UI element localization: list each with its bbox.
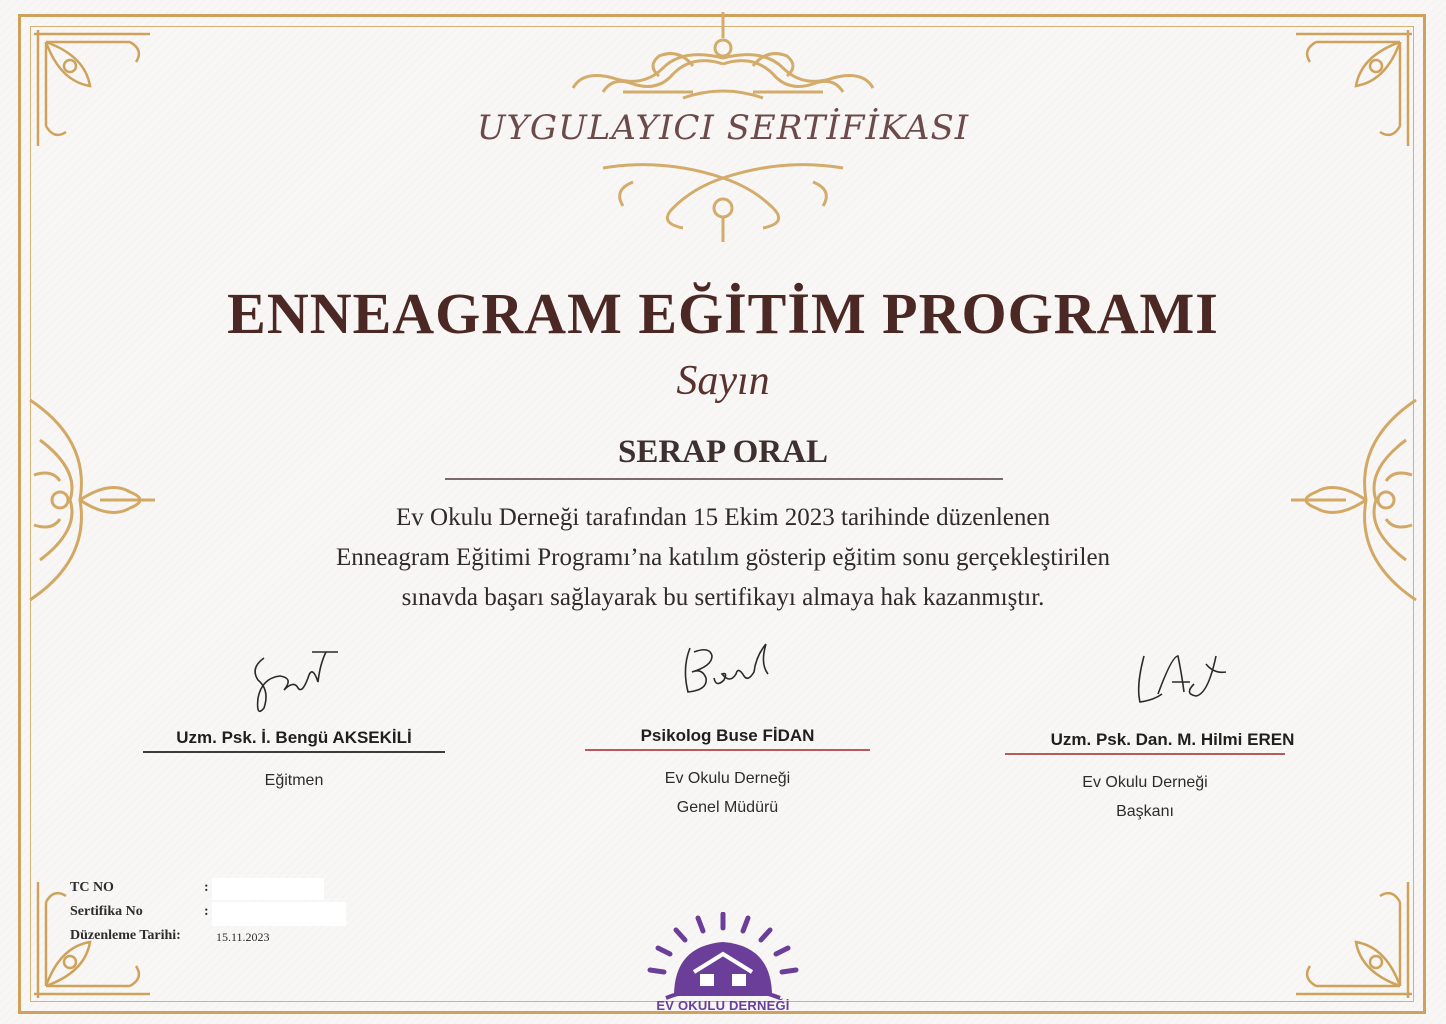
signature-line: [1005, 753, 1285, 755]
signatory-3: [1005, 730, 1340, 826]
subtitle-ornament-top: [563, 54, 883, 109]
redacted-tc-no: [212, 878, 324, 900]
program-title: ENNEAGRAM EĞİTİM PROGRAMI: [227, 281, 1219, 346]
logo-text: EV OKULU DERNEĞİ: [656, 998, 790, 1013]
signature-fidan: [670, 634, 790, 714]
signatory-1: [143, 728, 445, 795]
recipient-underline: [445, 478, 1003, 480]
signature-line: [585, 749, 870, 751]
signature-eren: [1128, 644, 1238, 714]
subtitle-ornament-bottom: [563, 158, 883, 248]
signatory-name: Psikolog Buse FİDAN: [640, 726, 815, 745]
signatory-name: Uzm. Psk. Dan. M. Hilmi EREN: [1050, 730, 1295, 749]
separator: :: [204, 904, 209, 919]
separator: :: [204, 880, 209, 895]
signature-line: [143, 751, 445, 753]
body-line: Ev Okulu Derneği tarafından 15 Ekim 2023 tarihinde düzenlenen: [396, 504, 1050, 531]
signatory-role: [1005, 768, 1285, 826]
issue-date-label: Düzenleme Tarihi:: [70, 928, 181, 943]
organization-logo: [636, 912, 810, 1022]
logo-emblem-icon: [636, 912, 810, 1000]
issue-date-value: 15.11.2023: [216, 930, 270, 944]
role-line: Ev Okulu Derneği: [664, 770, 791, 787]
role-line: Eğitmen: [264, 772, 324, 789]
cert-no-label: Sertifika No: [70, 904, 143, 919]
certificate-subtitle: UYGULAYICI SERTİFİKASI: [476, 108, 970, 148]
signatory-2: [585, 726, 870, 822]
signatory-role: [143, 766, 445, 795]
tc-no-label: TC NO: [70, 880, 114, 895]
recipient-name: SERAP ORAL: [618, 434, 828, 470]
role-line: Genel Müdürü: [676, 799, 779, 816]
certificate-body: [0, 498, 1446, 618]
redacted-cert-no: [212, 902, 346, 926]
corner-ornament-bottom-right: [1276, 862, 1416, 1002]
body-line: sınavda başarı sağlayarak bu sertifikayı almaya hak kazanmıştır.: [401, 584, 1045, 611]
salutation: Sayın: [676, 358, 770, 404]
signature-aksekili: [240, 628, 350, 718]
signatory-name: Uzm. Psk. İ. Bengü AKSEKİLİ: [176, 728, 412, 747]
body-line: Enneagram Eğitimi Programı’na katılım gösterip eğitim sonu gerçekleştirilen: [335, 544, 1111, 571]
role-line: Başkanı: [1116, 803, 1174, 820]
signatory-role: [585, 764, 870, 822]
role-line: Ev Okulu Derneği: [1082, 774, 1208, 791]
